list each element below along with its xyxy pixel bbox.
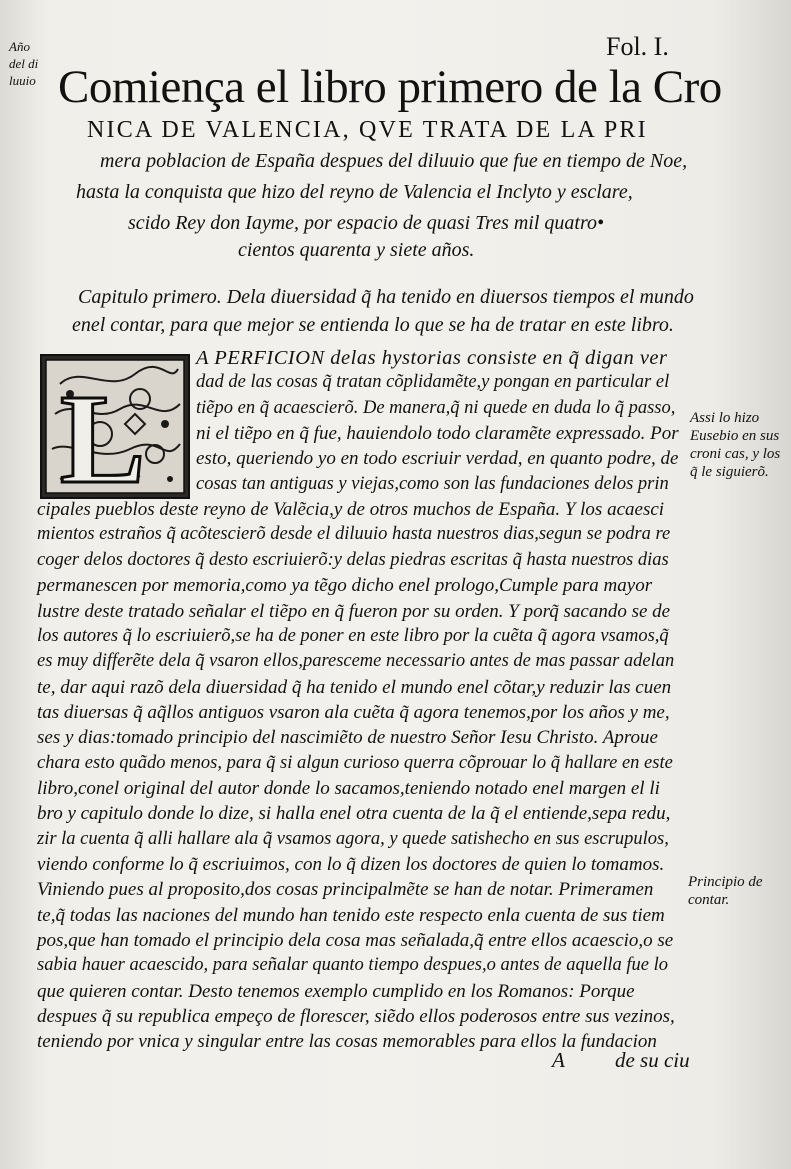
year-marginal-note: Año del di luuio: [9, 39, 39, 88]
body-line: lustre deste tratado señalar el tiẽpo en q̃ fueron por su orden. Y porq̃ sacando se de: [37, 600, 671, 622]
body-line: mientos estraños q̃ acõtescierõ desde el diluuio hasta nuestros dias,segun se podra re: [37, 524, 671, 545]
body-line: esto, queriendo yo en todo escriuir verdad, en quanto podre, de: [196, 448, 679, 470]
decorated-initial: [40, 354, 190, 499]
subtitle-line: hasta la conquista que hizo del reyno de Valencia el Inclyto y esclare,: [76, 181, 633, 203]
margin-note: Assi lo hizo Eusebio en sus croni cas, y los q̃ le siguierõ.: [690, 410, 781, 480]
folio-number: Fol. I.: [606, 32, 669, 61]
chapter-heading-line: Capitulo primero. Dela diuersidad q̃ ha tenido en diuersos tiempos el mundo: [78, 286, 694, 308]
body-line: te,q̃ todas las naciones del mundo han tenido este respecto enla cuenta de sus tiem: [37, 904, 665, 926]
body-line: es muy differẽte dela q̃ vsaron ellos,paresceme necessario antes de mas passar adelan: [37, 651, 675, 672]
body-line: teniendo por vnica y singular entre las cosas memorables para ellos la fundacion: [37, 1031, 657, 1053]
body-line: ni el tiẽpo en q̃ fue, hauiendolo todo claramẽte expressado. Por: [196, 423, 679, 445]
body-line: pos,que han tomado el principio dela cosa mas señalada,q̃ entre ellos acaescio,o se: [37, 930, 674, 952]
body-line: libro,conel original del autor donde lo sacamos,teniendo notado enel margen el li: [37, 777, 660, 799]
body-line: A PERFICION delas hystorias consiste en q̃ digan ver: [196, 347, 668, 369]
body-line: dad de las cosas q̃ tratan cõplidamẽte,y pongan en particular el: [196, 372, 670, 393]
body-line: chara esto quãdo menos, para q̃ si algun curioso querra cõprouar lo q̃ hallare en este: [37, 752, 673, 773]
body-line: zir la cuenta q̃ alli hallare ala q̃ vsamos agora, y quede satishecho en sus escrupulos,: [37, 828, 669, 849]
signature-mark: A: [552, 1048, 565, 1072]
body-line: Viniendo pues al proposito,dos cosas principalmẽte se han de notar. Primeramen: [37, 879, 654, 901]
initial-letter: L: [60, 368, 146, 499]
body-line: despues q̃ su republica empeço de florescer, siẽdo ellos poderosos entre sus vezinos,: [37, 1006, 675, 1028]
margin-note: Principio de contar.: [688, 874, 763, 908]
subtitle-line: scido Rey don Iayme, por espacio de quasi Tres mil quatro•: [128, 212, 605, 234]
woodcut-initial-icon: [40, 354, 190, 499]
body-line: cipales pueblos deste reyno de Valẽcia,y de otros muchos de España. Y los acaesci: [37, 499, 665, 521]
subtitle-line: cientos quarenta y siete años.: [238, 239, 475, 261]
title-line-2: NICA DE VALENCIA, QVE TRATA DE LA PRI: [87, 117, 648, 143]
title-line-1: Comiença el libro primero de la Cro: [58, 61, 722, 113]
body-line: los autores q̃ lo escriuierõ,se ha de poner en este libro por la cuẽta q̃ agora vsamos,q̃: [37, 625, 669, 646]
body-line: que quieren contar. Desto tenemos exemplo cumplido en los Romanos: Porque: [37, 980, 635, 1002]
body-line: sabia hauer acaescido, para señalar quanto tiempo despues,o antes de aquella fue lo: [37, 955, 668, 976]
body-line: viendo conforme lo q̃ escriuimos, con lo q̃ dizen los doctores de quien lo tomamos.: [37, 854, 665, 875]
body-line: bro y capitulo donde lo dize, si halla enel otra cuenta de la q̃ el entiende,sepa redu,: [37, 803, 671, 825]
subtitle-line: mera poblacion de España despues del diluuio que fue en tiempo de Noe,: [100, 150, 688, 172]
body-line: coger delos doctores q̃ desto escriuierõ:y delas piedras escritas q̃ hasta nuestros dias: [37, 549, 669, 570]
catchword: de su ciu: [614, 1048, 690, 1072]
body-line: tiẽpo en q̃ acaescierõ. De manera,q̃ ni quede en duda lo q̃ passo,: [196, 397, 676, 418]
chapter-heading-line: enel contar, para que mejor se entienda lo que se ha de tratar en este libro.: [72, 314, 674, 336]
body-line: ses y dias:tomado principio del nascimiẽto de nuestro Señor Iesu Christo. Aproue: [37, 727, 658, 749]
body-line: cosas tan antiguas y viejas,como son las fundaciones delos prin: [196, 473, 669, 494]
body-line: te, dar aqui razõ dela diuersidad q̃ ha tenido el mundo enel cõtar,y reduzir las cuen: [37, 676, 672, 698]
catchword-line: [552, 1048, 690, 1073]
body-line: permanescen por memoria,como ya tẽgo dicho enel prologo,Cumple para mayor: [37, 575, 653, 597]
body-line: tas diuersas q̃ aq̃llos antiguos vsaron ala cuẽta q̃ agora tenemos,por los años y me,: [37, 701, 670, 723]
